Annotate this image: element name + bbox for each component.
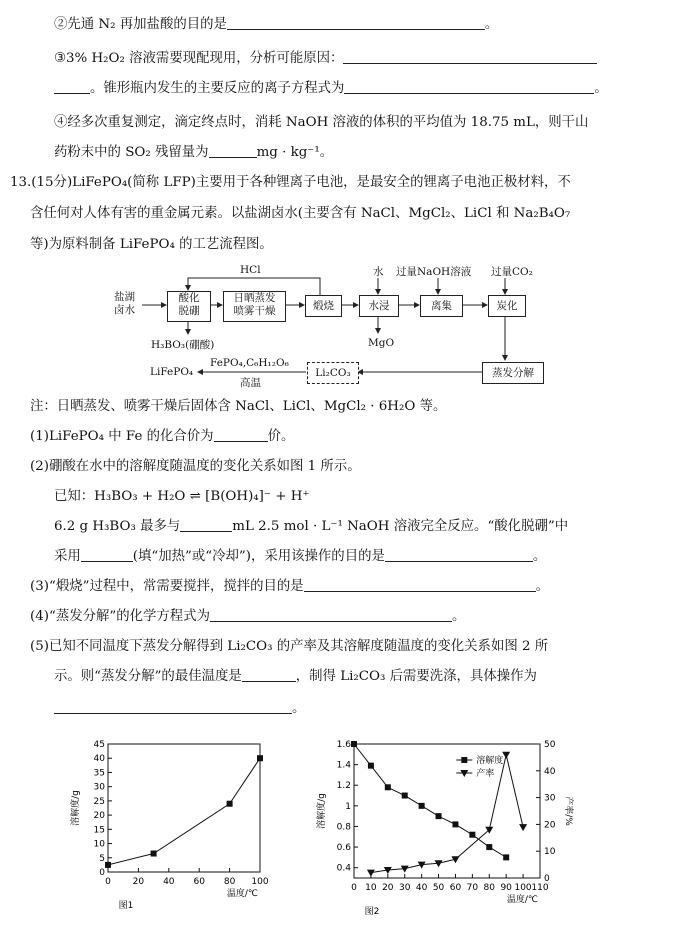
data-point-square [469, 832, 475, 838]
y-tick-label: 1.2 [336, 781, 351, 792]
q12-part4-cont: 药粉末中的 SO₂ 残留量为 mg · kg⁻¹。 [54, 145, 334, 160]
flow-step-calcine: 煅烧 [305, 295, 342, 317]
answer-blank[interactable] [214, 428, 268, 442]
y2-tick-label: 30 [544, 793, 556, 804]
q13-part1: (1)LiFePO₄ 中 Fe 的化合价为 价。 [30, 429, 295, 444]
data-point-square [257, 755, 263, 761]
series-line [108, 758, 260, 865]
y-tick-label: 10 [93, 839, 105, 850]
flow-step-evap-decompose: 蒸发分解 [482, 362, 544, 384]
y2-tick-label: 10 [544, 847, 556, 858]
plot-frame [108, 744, 260, 872]
q12-part3-cont: 。锥形瓶内发生的主要反应的离子方程式为 。 [54, 80, 608, 98]
flow-h3bo3-label: H₃BO₃(硼酸) [151, 339, 215, 351]
x-tick-label: 90 [500, 883, 512, 893]
y-tick-label: 5 [99, 853, 105, 864]
data-point-square [385, 784, 391, 790]
data-point-square [452, 821, 458, 827]
x-tick-label: 20 [132, 877, 145, 887]
x-tick-label: 40 [415, 883, 428, 893]
x-tick-label: 30 [399, 883, 411, 893]
y2-axis-title: 产率/% [563, 796, 573, 826]
y-tick-label: 1.6 [336, 740, 351, 750]
series-line [371, 755, 523, 873]
x-tick-label: 50 [432, 883, 445, 893]
flow-arrows [0, 0, 677, 400]
q13-intro-1: 13.(15分)LiFePO₄(简称 LFP)主要用于各种锂离子电池，是最安全的锂离子电池正极材料，不 [10, 175, 571, 190]
y-tick-label: 0.6 [336, 843, 351, 854]
x-axis-title: 温度/℃ [506, 895, 538, 905]
flow-step-leach: 水浸 [359, 295, 399, 317]
y-tick-label: 35 [93, 768, 105, 779]
q13-intro-2: 含任何对人体有害的重金属元素。以盐湖卤水(主要含有 NaCl、MgCl₂、LiCl 和 Na₂B₄O₇ [30, 206, 571, 221]
figure-1-chart [60, 732, 280, 942]
figure-caption: 图1 [118, 901, 134, 911]
flow-li2co3: Li₂CO₃ [307, 362, 359, 384]
data-point-square [368, 763, 374, 769]
flow-co2-label: 过量CO₂ [491, 266, 533, 278]
q13-part5-c: 。 [54, 700, 305, 718]
y2-tick-label: 20 [544, 820, 556, 831]
y-axis-title: 溶解度/g [71, 790, 81, 826]
flow-step-carbonize: 炭化 [488, 295, 526, 317]
y-tick-label: 0.8 [336, 822, 351, 833]
q13-part3: (3)“煅烧”过程中，常需要搅拌，搅拌的目的是 。 [30, 579, 550, 594]
flow-hcl-label: HCl [240, 264, 261, 276]
q13-part2-b: 6.2 g H₃BO₃ 最多与 mL 2.5 mol · L⁻¹ NaOH 溶液完全反应。“酸化脱硼”中 [54, 519, 569, 534]
x-tick-label: 60 [449, 883, 462, 893]
x-tick-label: 40 [163, 877, 175, 887]
legend-label: 溶解度 [476, 756, 504, 766]
answer-blank[interactable] [385, 548, 533, 562]
y-tick-label: 1.4 [336, 760, 351, 771]
data-point-square [503, 854, 509, 860]
x-tick-label: 100 [514, 883, 532, 893]
flow-naoh-label: 过量NaOH溶液 [396, 266, 472, 278]
x-tick-label: 60 [193, 877, 205, 887]
answer-blank[interactable] [304, 578, 536, 592]
q13-part4: (4)“蒸发分解”的化学方程式为 。 [30, 609, 466, 624]
flow-reagent-label: FePO₄,C₆H₁₂O₆ [210, 357, 289, 369]
legend-label: 产率 [476, 769, 495, 779]
q13-part5-b: 示。则“蒸发分解”的最佳温度是 ，制得 Li₂CO₃ 后需要洗涤，具体操作为 [54, 669, 537, 684]
flow-step-evaporate: 日晒蒸发 喷雾干燥 [223, 291, 286, 322]
y-axis-title: 溶解度/g [317, 793, 327, 829]
x-tick-label: 70 [466, 883, 479, 893]
x-tick-label: 100 [251, 877, 269, 887]
x-tick-label: 0 [351, 883, 357, 893]
x-tick-label: 10 [365, 883, 377, 893]
x-tick-label: 20 [382, 883, 394, 893]
q13-note: 注：日晒蒸发、喷雾干燥后固体含 NaCl、LiCl、MgCl₂ · 6H₂O 等。 [30, 399, 447, 414]
flow-step-acidify: 酸化 脱硼 [167, 291, 211, 322]
flow-water-label: 水 [373, 266, 384, 278]
data-point-square [402, 793, 408, 799]
y2-tick-label: 40 [544, 766, 556, 777]
y2-tick-label: 50 [544, 740, 556, 750]
flow-condition-label: 高温 [240, 377, 261, 389]
answer-blank[interactable] [180, 518, 232, 532]
y-tick-label: 30 [93, 782, 105, 793]
x-tick-label: 80 [483, 883, 495, 893]
y-tick-label: 25 [93, 796, 105, 807]
q12-part2: ②先通 N₂ 再加盐酸的目的是 。 [54, 17, 499, 32]
flow-mgo-label: MgO [368, 337, 395, 349]
plot-frame [354, 744, 540, 878]
figure-2-chart [300, 726, 590, 942]
flow-source: 盐湖 卤水 [114, 291, 135, 316]
y-tick-label: 45 [93, 740, 105, 750]
q12-part3: ③3% H₂O₂ 溶液需要现配现用，分析可能原因： [54, 50, 597, 68]
q13-part5: (5)已知不同温度下蒸发分解得到 Li₂CO₃ 的产率及其溶解度随温度的变化关系如图 2 所 [30, 639, 549, 654]
q13-intro-3: 等)为原料制备 LiFePO₄ 的工艺流程图。 [30, 237, 273, 252]
answer-blank[interactable] [54, 700, 292, 714]
y2-tick-label: 0 [544, 874, 550, 884]
figure-caption: 图2 [364, 907, 380, 917]
y-tick-label: 20 [93, 811, 105, 822]
x-axis-title: 温度/℃ [226, 889, 258, 899]
data-point-triangle [519, 824, 527, 831]
answer-blank[interactable] [210, 608, 452, 622]
data-point-square [436, 813, 442, 819]
x-tick-label: 80 [223, 877, 236, 887]
data-point-square [105, 862, 111, 868]
data-point-square [486, 844, 492, 850]
y-tick-label: 0 [99, 868, 105, 878]
q13-part2: (2)硼酸在水中的溶解度随温度的变化关系如图 1 所示。 [30, 459, 361, 474]
q13-part2-equation: 已知：H₃BO₃ + H₂O ⇌ [B(OH)₄]⁻ + H⁺ [54, 489, 310, 504]
answer-blank[interactable] [81, 548, 133, 562]
y-tick-label: 1 [345, 801, 351, 812]
data-point-square [227, 801, 233, 807]
flow-product-label: LiFePO₄ [150, 366, 194, 378]
y-tick-label: 40 [93, 754, 105, 765]
data-point-square [419, 803, 425, 809]
answer-blank[interactable] [242, 668, 296, 682]
y-tick-label: 15 [93, 825, 105, 836]
data-point-square [351, 741, 357, 747]
q12-part4: ④经多次重复测定，滴定终点时，消耗 NaOH 溶液的体积的平均值为 18.75 mL，则干山 [54, 115, 589, 130]
data-point-triangle [367, 870, 375, 877]
legend-marker [461, 757, 467, 763]
data-point-triangle [502, 752, 510, 759]
data-point-square [151, 851, 157, 857]
x-tick-label: 0 [105, 877, 111, 887]
q13-part2-c: 采用 (填“加热”或“冷却”)，采用该操作的目的是 。 [54, 549, 547, 564]
x-tick-label: 110 [531, 883, 549, 893]
flow-step-separate: 离集 [420, 295, 463, 317]
y-tick-label: 0.4 [336, 863, 351, 874]
